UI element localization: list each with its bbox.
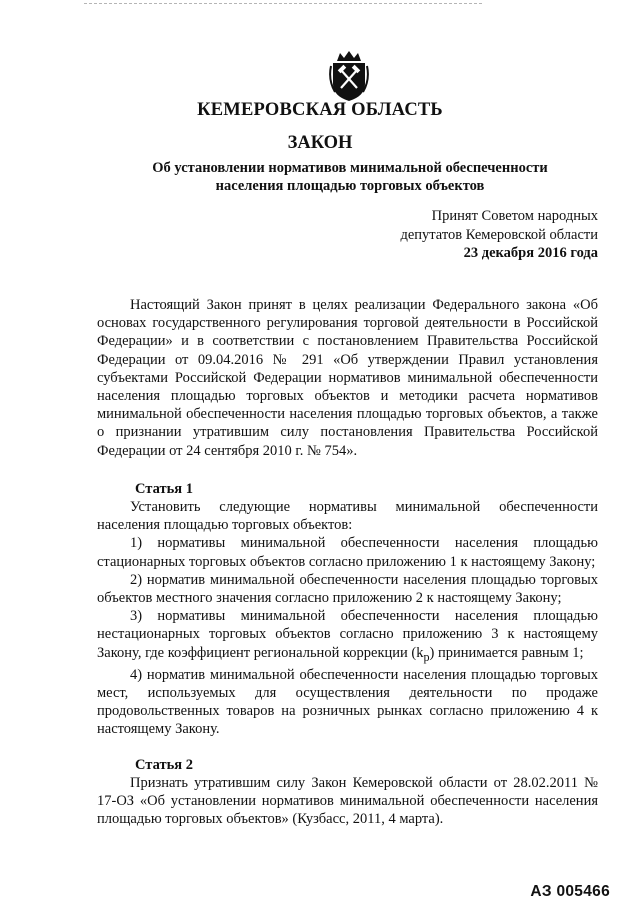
article-2-text: Признать утратившим силу Закон Кемеровской области от 28.02.2011 № 17-ОЗ «Об установлении нормативов минимальной обеспеченности населения площадью торговых объектов» (Кузбасс, 2011, 4 марта).	[97, 774, 598, 828]
document-serial-number: АЗ 005466	[530, 883, 610, 900]
document-type-heading: ЗАКОН	[287, 133, 353, 153]
article-1-item-3	[97, 607, 598, 666]
adoption-block	[278, 207, 598, 263]
law-subject	[100, 160, 600, 195]
article-1-intro: Установить следующие нормативы минимальной обеспеченности населения площадью торговых объектов:	[97, 499, 598, 534]
law-body	[97, 296, 598, 828]
article-1-item-2: 2) норматив минимальной обеспеченности населения площадью торговых объектов местного значения согласно приложению 2 к настоящему Закону;	[97, 571, 598, 607]
item-3-subscript: р	[423, 649, 430, 664]
item-3-text-before: 3) нормативы минимальной обеспеченности населения площадью нестационарных торговых объектов согласно приложению 3 к настоящему Закону, где коэффициент региональной коррекции (k	[97, 608, 598, 661]
subject-line-2: населения площадью торговых объектов	[215, 177, 485, 194]
item-3-text-after: ) принимается равным 1;	[429, 644, 584, 661]
adoption-line-1: Принят Советом народных	[431, 208, 598, 224]
article-1-title: Статья 1	[135, 480, 193, 497]
coat-of-arms-icon	[327, 50, 371, 102]
region-heading: КЕМЕРОВСКАЯ ОБЛАСТЬ	[197, 100, 443, 120]
scan-top-edge	[84, 3, 482, 4]
adoption-date: 23 декабря 2016 года	[463, 245, 598, 261]
adoption-line-2: депутатов Кемеровской области	[400, 226, 598, 243]
article-1-item-4: 4) норматив минимальной обеспеченности населения площадью торговых мест, используемых для осуществления деятельности по продаже продовольственных товаров на розничных рынках согласно приложению 4 к настоящему Закону.	[97, 666, 598, 738]
preamble-paragraph: Настоящий Закон принят в целях реализации Федерального закона «Об основах государственного регулирования торговой деятельности в Российской Федерации» и в соответствии с постановлением Правительства Российской Федерации от 09.04.2016 № 291 «Об утверждении Правил установления субъектами Российской Федерации нормативов минимальной обеспеченности населения площадью торговых объектов и методики расчета нормативов минимальной обеспеченности населения площадью торговых объектов, а также о признании утратившим силу постановления Правительства Российской Федерации от 24 сентября 2010 г. № 754».	[97, 297, 598, 459]
article-2-title: Статья 2	[135, 756, 193, 773]
article-1-item-1: 1) нормативы минимальной обеспеченности населения площадью стационарных торговых объектов согласно приложению 1 к настоящему Закону;	[97, 535, 598, 570]
subject-line-1: Об установлении нормативов минимальной обеспеченности	[152, 160, 548, 176]
